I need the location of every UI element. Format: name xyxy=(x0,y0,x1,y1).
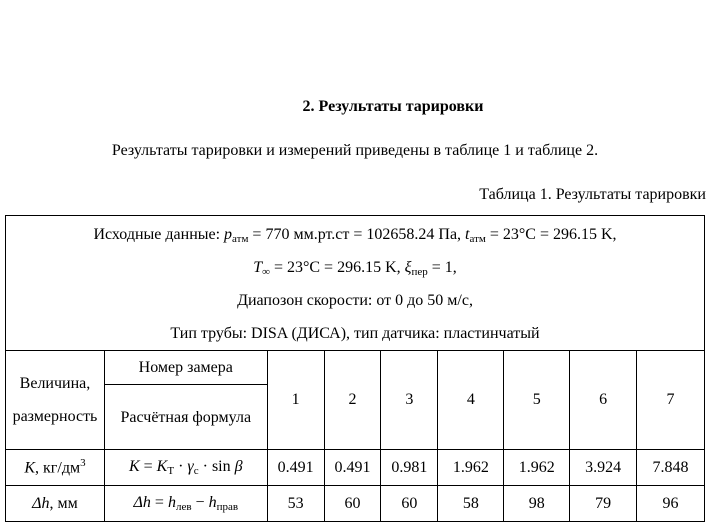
col-header-2: 2 xyxy=(324,351,381,450)
formula-header: Расчётная формула xyxy=(104,385,267,450)
header-row-1 xyxy=(6,351,705,385)
value-cell: 0.981 xyxy=(381,450,438,486)
value-cell: 53 xyxy=(267,486,324,522)
initial-line-2: $T_\infty = 23^\circ C = 296.15$ K, $\xi_{пер} = 1$, xyxy=(253,259,457,278)
measure-number-header: Номер замера xyxy=(104,351,267,385)
col-header-3: 3 xyxy=(381,351,438,450)
col-header-1: 1 xyxy=(267,351,324,450)
initial-line-1: Исходные данные: $p_{атм} = 770$ мм.рт.ст = 102658.24 Па, $t_{атм} = 23^\circ C = 296.15$ K, xyxy=(93,226,617,245)
value-cell: 79 xyxy=(570,486,637,522)
quantity-cell: K, $кг/дм^3$ xyxy=(6,450,105,486)
table-row xyxy=(6,450,705,486)
value-cell: 7.848 xyxy=(637,450,705,486)
initial-line-4: Тип трубы: DISA (ДИСА), тип датчика: пластинчатый xyxy=(170,325,540,342)
table-row xyxy=(6,486,705,522)
value-cell: 0.491 xyxy=(324,450,381,486)
value-cell: 1.962 xyxy=(438,450,504,486)
formula-cell: $K = K_T \cdot \gamma_c \cdot \sin \beta$ xyxy=(104,450,267,486)
value-cell: 60 xyxy=(381,486,438,522)
section-heading: 2. Результаты тарировки xyxy=(302,98,484,115)
col-header-7: 7 xyxy=(637,351,705,450)
value-cell: 58 xyxy=(438,486,504,522)
col-header-4: 4 xyxy=(438,351,504,450)
value-cell: 0.491 xyxy=(267,450,324,486)
col-header-5: 5 xyxy=(504,351,570,450)
quantity-cell: Δh, мм xyxy=(6,486,105,522)
initial-data-cell xyxy=(6,216,705,351)
calibration-table xyxy=(5,215,705,522)
value-cell: 1.962 xyxy=(504,450,570,486)
intro-paragraph: Результаты тарировки и измерений приведены в таблице 1 и таблице 2. xyxy=(111,142,599,159)
initial-data-row xyxy=(6,216,705,351)
formula-cell: $\Delta h = h_{лев} - h_{прав}$ xyxy=(104,486,267,522)
value-cell: 60 xyxy=(324,486,381,522)
col-header-6: 6 xyxy=(570,351,637,450)
value-cell: 96 xyxy=(637,486,705,522)
table-caption: Таблица 1. Результаты тарировки xyxy=(479,186,706,203)
value-cell: 3.924 xyxy=(570,450,637,486)
value-cell: 98 xyxy=(504,486,570,522)
quantity-header: Величина, размерность xyxy=(6,351,105,450)
initial-line-3: Диапозон скорости: от 0 до 50 м/с, xyxy=(237,292,473,309)
